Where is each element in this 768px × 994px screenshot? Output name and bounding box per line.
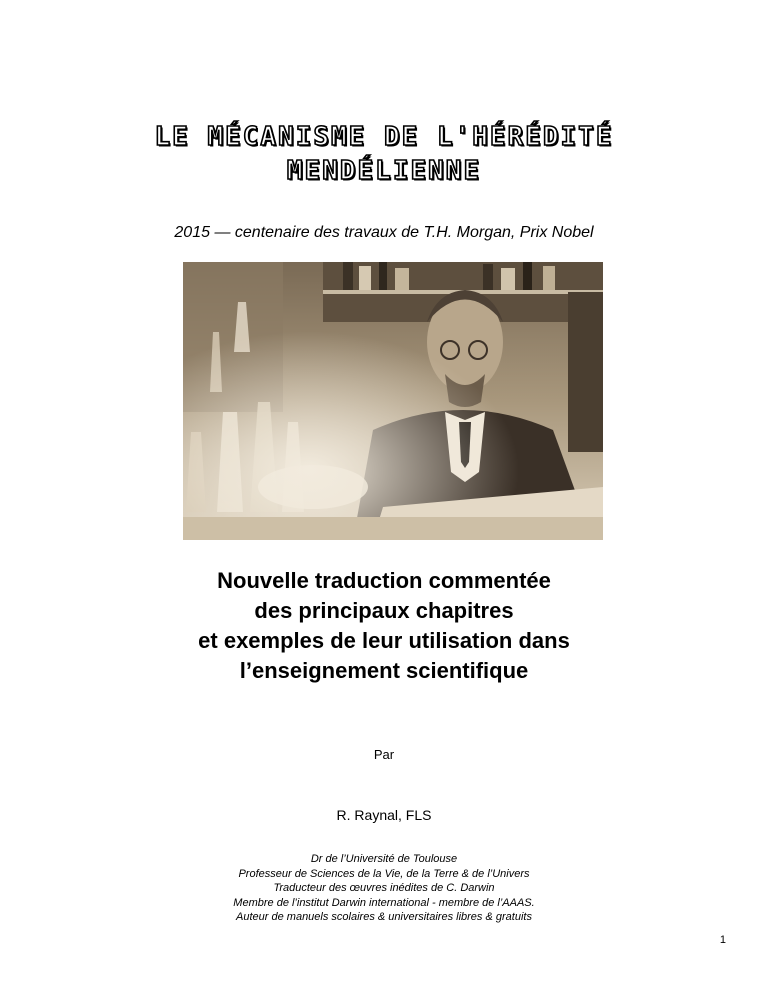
page-number: 1	[719, 934, 726, 946]
author-name: R. Raynal, FLS	[336, 807, 432, 823]
heading-line: l’enseignement scientifique	[239, 658, 529, 683]
credential-line: Auteur de manuels scolaires & universitaires libres & gratuits	[236, 911, 532, 923]
heading-line: Nouvelle traduction commentée	[217, 568, 551, 593]
morgan-lab-photo	[183, 262, 603, 540]
main-heading	[0, 566, 768, 686]
byline: Par	[373, 747, 395, 762]
credential-line: Membre de l’institut Darwin international - membre de l’AAAS.	[233, 896, 535, 909]
credential-line: Dr de l’Université de Toulouse	[310, 853, 458, 865]
title-line-2: MENDÉLIENNE	[286, 156, 482, 186]
heading-line: des principaux chapitres	[254, 598, 514, 623]
subtitle: 2015 — centenaire des travaux de T.H. Morgan, Prix Nobel	[174, 224, 594, 241]
author-credentials	[0, 852, 768, 925]
credential-line: Professeur de Sciences de la Vie, de la Terre & de l’Univers	[238, 867, 530, 880]
document-title	[0, 120, 768, 188]
title-line-1: LE MÉCANISME DE L'HÉRÉDITÉ	[154, 122, 614, 152]
heading-line: et exemples de leur utilisation dans	[198, 628, 570, 653]
credential-line: Traducteur des œuvres inédites de C. Darwin	[273, 882, 495, 894]
